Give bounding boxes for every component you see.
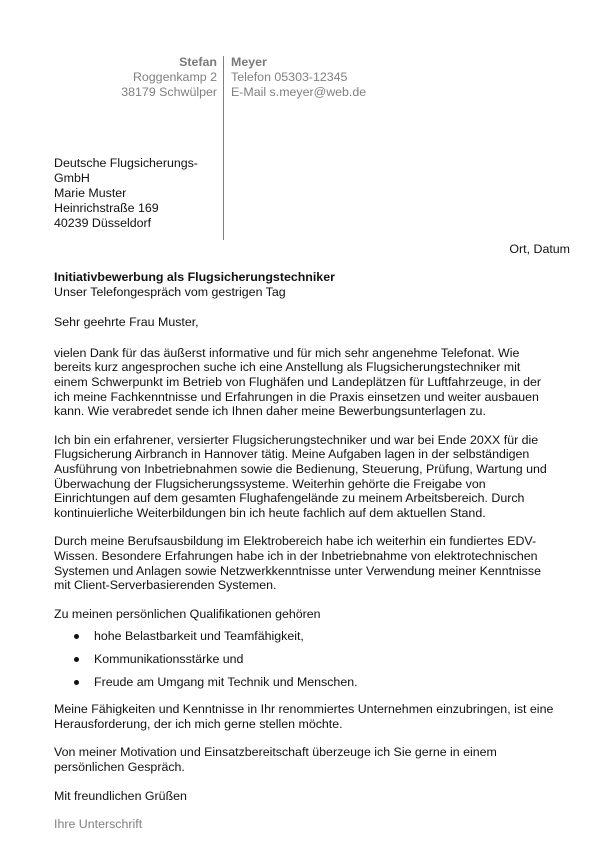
- qualification-text: Freude am Umgang mit Technik und Menschen.: [94, 675, 358, 690]
- qualification-text: hohe Belastbarkeit und Teamfähigkeit,: [94, 629, 304, 644]
- subject-line: Initiativbewerbung als Flugsicherungstechniker: [54, 270, 335, 284]
- qualification-text: Kommunikationsstärke und: [94, 652, 244, 667]
- list-item: [54, 675, 554, 698]
- paragraph: Meine Fähigkeiten und Kenntnisse in Ihr renommiertes Unternehmen einzubringen, ist eine Herausforderung, der ich mich gerne stellen möchte.: [54, 702, 554, 731]
- sender-address-block: [121, 55, 217, 100]
- list-item: [54, 629, 554, 652]
- sender-last-name: Meyer: [231, 55, 267, 69]
- salutation: Sehr geehrte Frau Muster,: [54, 315, 199, 330]
- sender-first-name: Stefan: [179, 55, 217, 69]
- reference-line: Unser Telefongespräch vom gestrigen Tag: [54, 284, 286, 299]
- letter-body: [54, 270, 554, 832]
- sender-email: E-Mail s.meyer@web.de: [231, 85, 367, 99]
- sender-street: Roggenkamp 2: [132, 70, 217, 84]
- recipient-company: Deutsche Flugsicherungs-GmbH: [54, 156, 198, 185]
- signature: Ihre Unterschrift: [54, 817, 143, 832]
- sender-contact-block: [231, 55, 366, 100]
- recipient-city: 40239 Düsseldorf: [54, 216, 152, 230]
- qualifications-list: [54, 629, 554, 698]
- paragraph: Durch meine Berufsausbildung im Elektrobereich habe ich weiterhin ein fundiertes EDV-Wissen. Besondere Erfahrungen habe ich in der Inbetriebnahme von elektrotechnischen Systemen und Anlagen sowie Netzwerkkenntnisse unter Verwendung meiner Kenntnisse mit Client-Serverbasierenden Systemen.: [54, 534, 541, 593]
- list-item: [54, 652, 554, 675]
- bullet-icon: [74, 657, 79, 662]
- place-date: Ort, Datum: [509, 242, 570, 256]
- paragraph: Ich bin ein erfahrener, versierter Flugsicherungstechniker und war bei Ende 20XX für die Flugsicherung Airbranch in Hannover tätig. Meine Aufgaben lagen in der selbständigen Ausführung von Inbetriebnahmen sowie die Bedienung, Steuerung, Prüfung, Wartung und Überwachung der Flugsicherungssysteme. Weiterhin gehörte die Freigabe von Einrichtungen auf dem gesamten Flughafengelände zu meinem Arbeitsbereich. Durch kontinuierliche Weiterbildungen bin ich heute fachlich auf dem aktuellen Stand.: [54, 432, 547, 520]
- paragraph: Von meiner Motivation und Einsatzbereitschaft überzeuge ich Sie gerne in einem persönlichen Gespräch.: [54, 745, 497, 775]
- bullet-icon: [74, 680, 79, 685]
- recipient-contact: Marie Muster: [54, 186, 127, 200]
- paragraph: vielen Dank für das äußerst informative und für mich sehr angenehme Telefonat. Wie bereits kurz angesprochen suche ich eine Anstellung als Flugsicherungstechniker mit einem Schwerpunkt im Betrieb von Flughäfen und Landeplätzen für Luftfahrzeuge, in der ich meine Fachkenntnisse und Erfahrungen in die Praxis einsetzen und weiter ausbauen kann. Wie verabredet sende ich Ihnen daher meine Bewerbungsunterlagen zu.: [54, 345, 541, 419]
- recipient-street: Heinrichstraße 169: [54, 201, 159, 215]
- header-divider: [223, 56, 224, 240]
- recipient-address-block: [54, 156, 214, 231]
- bullet-icon: [74, 634, 79, 639]
- sender-phone: Telefon 05303-12345: [231, 70, 348, 84]
- qualifications-intro: Zu meinen persönlichen Qualifikationen gehören: [54, 606, 321, 621]
- closing: Mit freundlichen Grüßen: [54, 788, 187, 803]
- sender-city: 38179 Schwülper: [121, 85, 217, 99]
